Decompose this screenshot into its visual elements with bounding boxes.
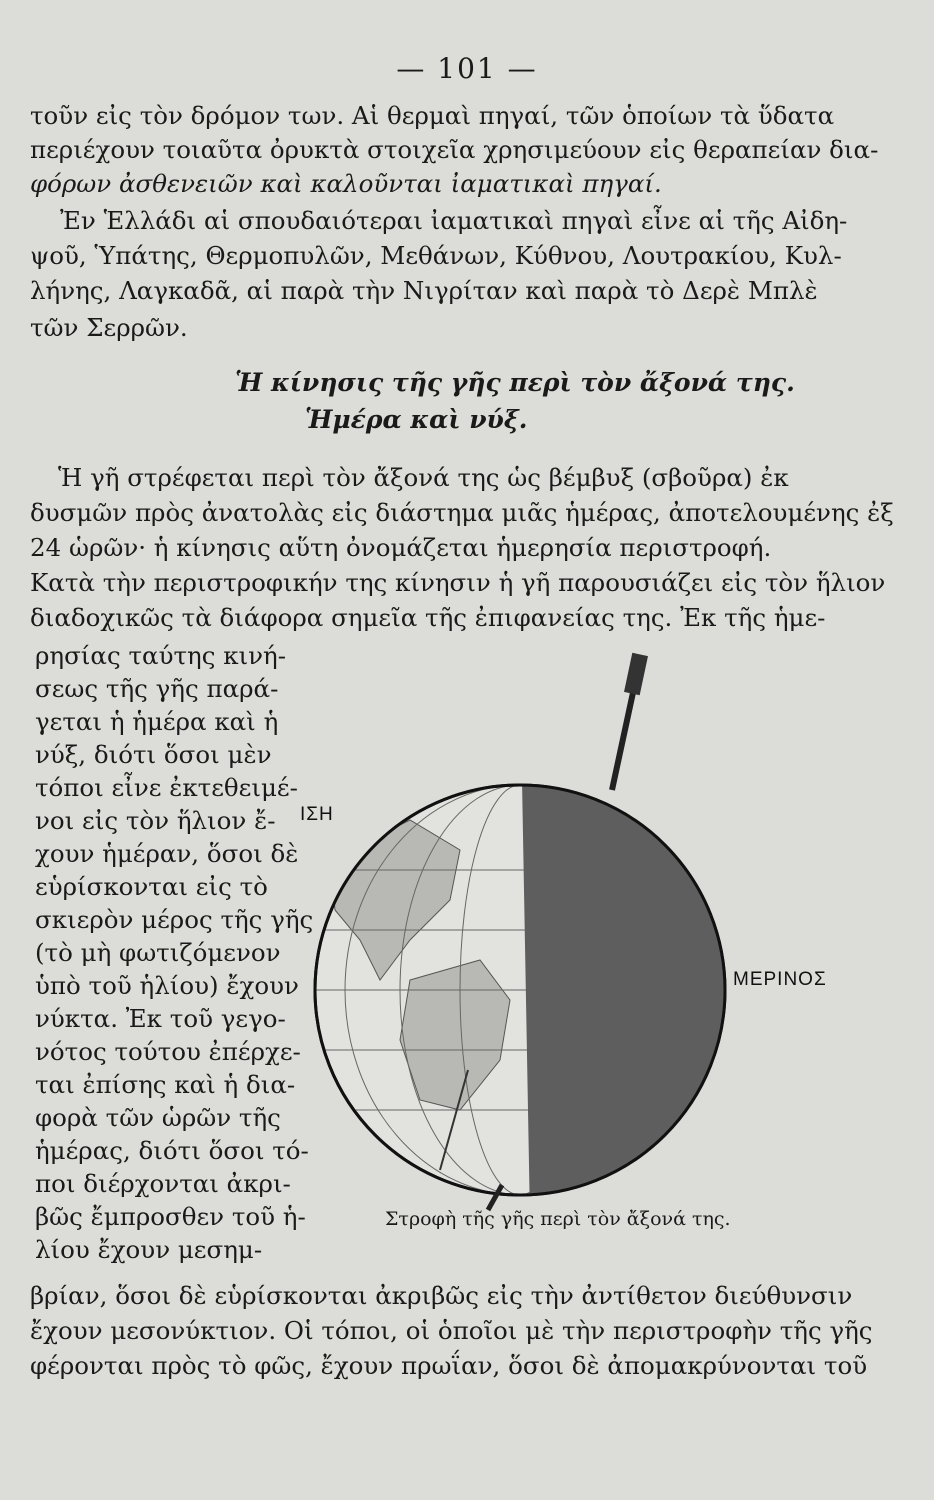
- figure-caption: Στροφὴ τῆς γῆς περὶ τὸν ἄξονά της.: [385, 1208, 731, 1230]
- text-line: τοῦν εἰς τὸν δρόμον των. Αἱ θερμαὶ πηγαί, τῶν ὁποίων τὰ ὕδατα: [30, 101, 835, 130]
- text-line: τῶν Σερρῶν.: [30, 313, 188, 342]
- text-line: Ἐν Ἑλλάδι αἱ σπουδαιότεραι ἰαματικαὶ πηγαὶ εἶνε αἱ τῆς Αἰδη-: [60, 206, 848, 235]
- section-heading: Ἡ κίνησις τῆς γῆς περὶ τὸν ἄξονά της.: [235, 368, 795, 397]
- wrapped-text-line: ποι διέρχονται ἀκρι-: [35, 1169, 291, 1198]
- night-side: [590, 780, 790, 1220]
- page-number: — 101 —: [396, 52, 538, 85]
- label-left: ΙΣΗ: [300, 804, 334, 825]
- wrapped-text-line: ται ἐπίσης καὶ ἡ δια-: [35, 1070, 296, 1099]
- text-line: διαδοχικῶς τὰ διάφορα σημεῖα τῆς ἐπιφανείας της. Ἐκ τῆς ἡμε-: [30, 603, 826, 632]
- text-line: βρίαν, ὅσοι δὲ εὑρίσκονται ἀκριβῶς εἰς τὴν ἀντίθετον διεύθυνσιν: [30, 1281, 853, 1310]
- text-line: λήνης, Λαγκαδᾶ, αἱ παρὰ τὴν Νιγρίταν καὶ παρὰ τὸ Δερὲ Μπλὲ: [30, 276, 818, 305]
- wrapped-text-line: νύκτα. Ἐκ τοῦ γεγο-: [35, 1004, 286, 1033]
- wrapped-text-line: τόποι εἶνε ἐκτεθειμέ-: [35, 773, 298, 802]
- wrapped-text-line: χουν ἡμέραν, ὅσοι δὲ: [35, 839, 299, 868]
- wrapped-text-line: ὑπὸ τοῦ ἡλίου) ἔχουν: [35, 971, 299, 1000]
- text-line: φέρονται πρὸς τὸ φῶς, ἔχουν πρωΐαν, ὅσοι δὲ ἀπομακρύνονται τοῦ: [30, 1351, 868, 1380]
- text-line: ψοῦ, Ὑπάτης, Θερμοπυλῶν, Μεθάνων, Κύθνου, Λουτρακίου, Κυλ-: [30, 241, 842, 270]
- wrapped-text-line: εὑρίσκονται εἰς τὸ: [35, 872, 268, 901]
- text-line: φόρων ἀσθενειῶν καὶ καλοῦνται ἰαματικαὶ πηγαί.: [30, 169, 662, 198]
- text-line: περιέχουν τοιαῦτα ὀρυκτὰ στοιχεῖα χρησιμεύουν εἰς θεραπείαν δια-: [30, 135, 879, 164]
- wrapped-text-line: νοι εἰς τὸν ἥλιον ἔ-: [35, 806, 276, 835]
- wrapped-text-line: νύξ, διότι ὅσοι μὲν: [35, 740, 272, 769]
- wrapped-text-line: σκιερὸν μέρος τῆς γῆς: [35, 905, 314, 934]
- text-line: Κατὰ τὴν περιστροφικήν της κίνησιν ἡ γῆ παρουσιάζει εἰς τὸν ἥλιον: [30, 568, 886, 597]
- text-line: Ἡ γῆ στρέφεται περὶ τὸν ἄξονά της ὡς βέμβυξ (σβοῦρα) ἐκ: [58, 463, 789, 492]
- globe-figure: [290, 640, 850, 1220]
- wrapped-text-line: νότος τούτου ἐπέρχε-: [35, 1037, 301, 1066]
- axis-tip: [624, 653, 648, 695]
- wrapped-text-line: λίου ἔχουν μεσημ-: [35, 1235, 263, 1264]
- text-line: δυσμῶν πρὸς ἀνατολὰς εἰς διάστημα μιᾶς ἡμέρας, ἀποτελουμένης ἐξ: [30, 498, 894, 527]
- section-subheading: Ἡμέρα καὶ νύξ.: [305, 405, 528, 434]
- wrapped-text-line: ρησίας ταύτης κινή-: [35, 641, 286, 670]
- wrapped-text-line: γεται ἡ ἡμέρα καὶ ἡ: [35, 707, 279, 736]
- globe-illustration: [290, 640, 850, 1220]
- text-line: ἔχουν μεσονύκτιον. Οἱ τόποι, οἱ ὁποῖοι μὲ τὴν περιστροφὴν τῆς γῆς: [30, 1316, 873, 1345]
- text-line: 24 ὡρῶν· ἡ κίνησις αὕτη ὀνομάζεται ἡμερησία περιστροφή.: [30, 533, 772, 562]
- wrapped-text-line: ἡμέρας, διότι ὅσοι τό-: [35, 1136, 309, 1165]
- wrapped-text-line: φορὰ τῶν ὡρῶν τῆς: [35, 1103, 281, 1132]
- wrapped-text-line: (τὸ μὴ φωτιζόμενον: [35, 938, 281, 967]
- wrapped-text-line: σεως τῆς γῆς παρά-: [35, 674, 279, 703]
- wrapped-text-line: βῶς ἔμπροσθεν τοῦ ἡ-: [35, 1202, 306, 1231]
- label-right: ΜΕΡΙΝΟΣ: [733, 969, 827, 990]
